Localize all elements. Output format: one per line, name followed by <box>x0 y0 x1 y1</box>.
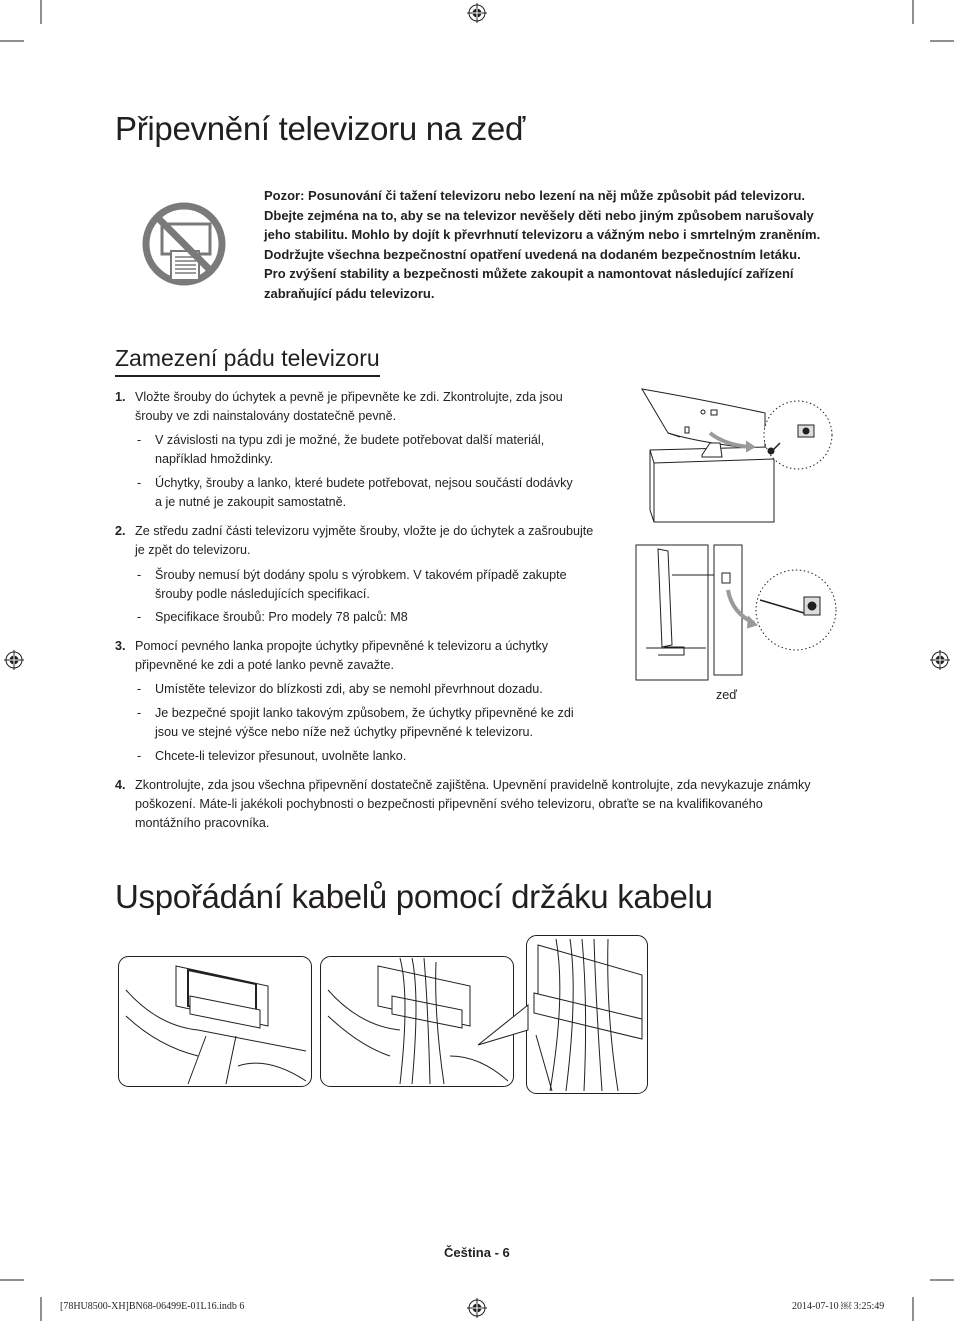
step-text: Vložte šrouby do úchytek a pevně je připevněte ke zdi. Zkontrolujte, zda jsou <box>135 390 563 404</box>
sub-item <box>137 608 607 628</box>
step-number: 1. <box>115 390 126 404</box>
step-2 <box>115 522 615 562</box>
sub-item <box>137 747 607 767</box>
print-slug-left: [78HU8500-XH]BN68-06499E-01L16.indb 6 <box>60 1301 245 1312</box>
sub-item <box>137 474 607 514</box>
sub-text: Chcete-li televizor přesunout, uvolněte lanko. <box>155 749 407 763</box>
sub-text: a je nutné je zakoupit samostatně. <box>155 495 347 509</box>
registration-mark-icon <box>467 3 487 23</box>
bullet-dash: - <box>137 433 142 447</box>
step-number: 3. <box>115 639 126 653</box>
warning-line: jeho stabilitu. Mohlo by dojít k převrhnutí televizoru a vážným nebo i smrtelným zraněním. <box>264 227 821 242</box>
step-text: Ze středu zadní části televizoru vyjměte šrouby, vložte je do úchytek a zašroubujte <box>135 524 594 538</box>
sub-text: Umístěte televizor do blízkosti zdi, aby se nemohl převrhnout dozadu. <box>155 682 543 696</box>
warning-line: zabraňující pádu televizoru. <box>264 285 435 301</box>
sub-item <box>137 680 607 700</box>
step-text: šrouby ve zdi nainstalovány dostatečně pevně. <box>135 409 397 423</box>
warning-line: Pro zvýšení stability a bezpečnosti můžete zakoupit a namontovat následující zařízení <box>264 266 794 281</box>
page-number: Čeština - 6 <box>444 1245 510 1260</box>
step-text: připevněné ke zdi a poté lanko pevně zavažte. <box>135 658 395 672</box>
print-slug-right: 2014-07-10 ￼ 3:25:49 <box>792 1301 885 1312</box>
sub-item <box>137 431 607 471</box>
tv-bracket-illustration <box>640 385 840 530</box>
sub-text: Úchytky, šrouby a lanko, které budete potřebovat, nejsou součástí dodávky <box>155 476 573 490</box>
step-number: 4. <box>115 778 126 792</box>
registration-mark-icon <box>4 650 24 670</box>
warning-text <box>264 186 829 303</box>
bullet-dash: - <box>137 476 142 490</box>
bullet-dash: - <box>137 749 142 763</box>
bullet-dash: - <box>137 682 142 696</box>
registration-mark-icon <box>930 650 950 670</box>
cable-holder-illustration-3 <box>526 935 648 1095</box>
section-title: Uspořádání kabelů pomocí držáku kabelu <box>115 878 713 915</box>
sub-text: šrouby podle následujících specifikací. <box>155 587 370 601</box>
registration-mark-icon <box>467 1298 487 1318</box>
step-text: Zkontrolujte, zda jsou všechna připevnění dostatečně zajištěna. Upevnění pravidelně kontrolujte, zda nevykazuje známky <box>135 778 811 792</box>
sub-text: Šrouby nemusí být dodány spolu s výrobkem. V takovém případě zakupte <box>155 568 567 582</box>
warning-line: Pozor: Posunování či tažení televizoru nebo lezení na něj může způsobit pád televizoru. <box>264 188 806 203</box>
section-heading: Zamezení pádu televizoru <box>115 345 380 377</box>
step-text: je zpět do televizoru. <box>135 543 251 557</box>
step-text: montážního pracovníka. <box>135 816 270 830</box>
sub-text: jsou ve stejné výšce nebo níže než úchytky připevněné k televizoru. <box>155 725 534 739</box>
tv-wall-side-illustration <box>636 545 841 685</box>
step-3 <box>115 637 615 677</box>
bullet-dash: - <box>137 610 142 624</box>
step-1 <box>115 388 615 428</box>
zoom-connector <box>478 1000 538 1050</box>
sub-item <box>137 566 607 606</box>
cable-holder-illustration-1 <box>118 956 312 1087</box>
sub-item <box>137 704 607 744</box>
no-tv-climbing-icon <box>142 202 226 286</box>
bullet-dash: - <box>137 568 142 582</box>
sub-text: Specifikace šroubů: Pro modely 78 palců: M8 <box>155 610 408 624</box>
sub-text: Je bezpečné spojit lanko takovým způsobem, že úchytky připevněné ke zdi <box>155 706 574 720</box>
warning-line: Dbejte zejména na to, aby se na televizor nevěšely děti nebo jiným způsobem narušovaly <box>264 207 814 223</box>
step-4 <box>115 776 835 836</box>
sub-text: V závislosti na typu zdi je možné, že budete potřebovat další materiál, <box>155 433 545 447</box>
figure-label-wall: zeď <box>716 688 738 702</box>
bullet-dash: - <box>137 706 142 720</box>
step-text: Pomocí pevného lanka propojte úchytky připevněné k televizoru a úchytky <box>135 639 549 653</box>
sub-text: například hmoždinky. <box>155 452 274 466</box>
warning-line: Dodržujte všechna bezpečnostní opatření uvedená na dodaném bezpečnostním letáku. <box>264 246 801 262</box>
page-title: Připevnění televizoru na zeď <box>115 110 525 147</box>
step-text: poškození. Máte-li jakékoli pochybnosti o bezpečnosti připevnění svého televizoru, obraťte se na kvalifikovaného <box>135 797 763 811</box>
step-number: 2. <box>115 524 126 538</box>
